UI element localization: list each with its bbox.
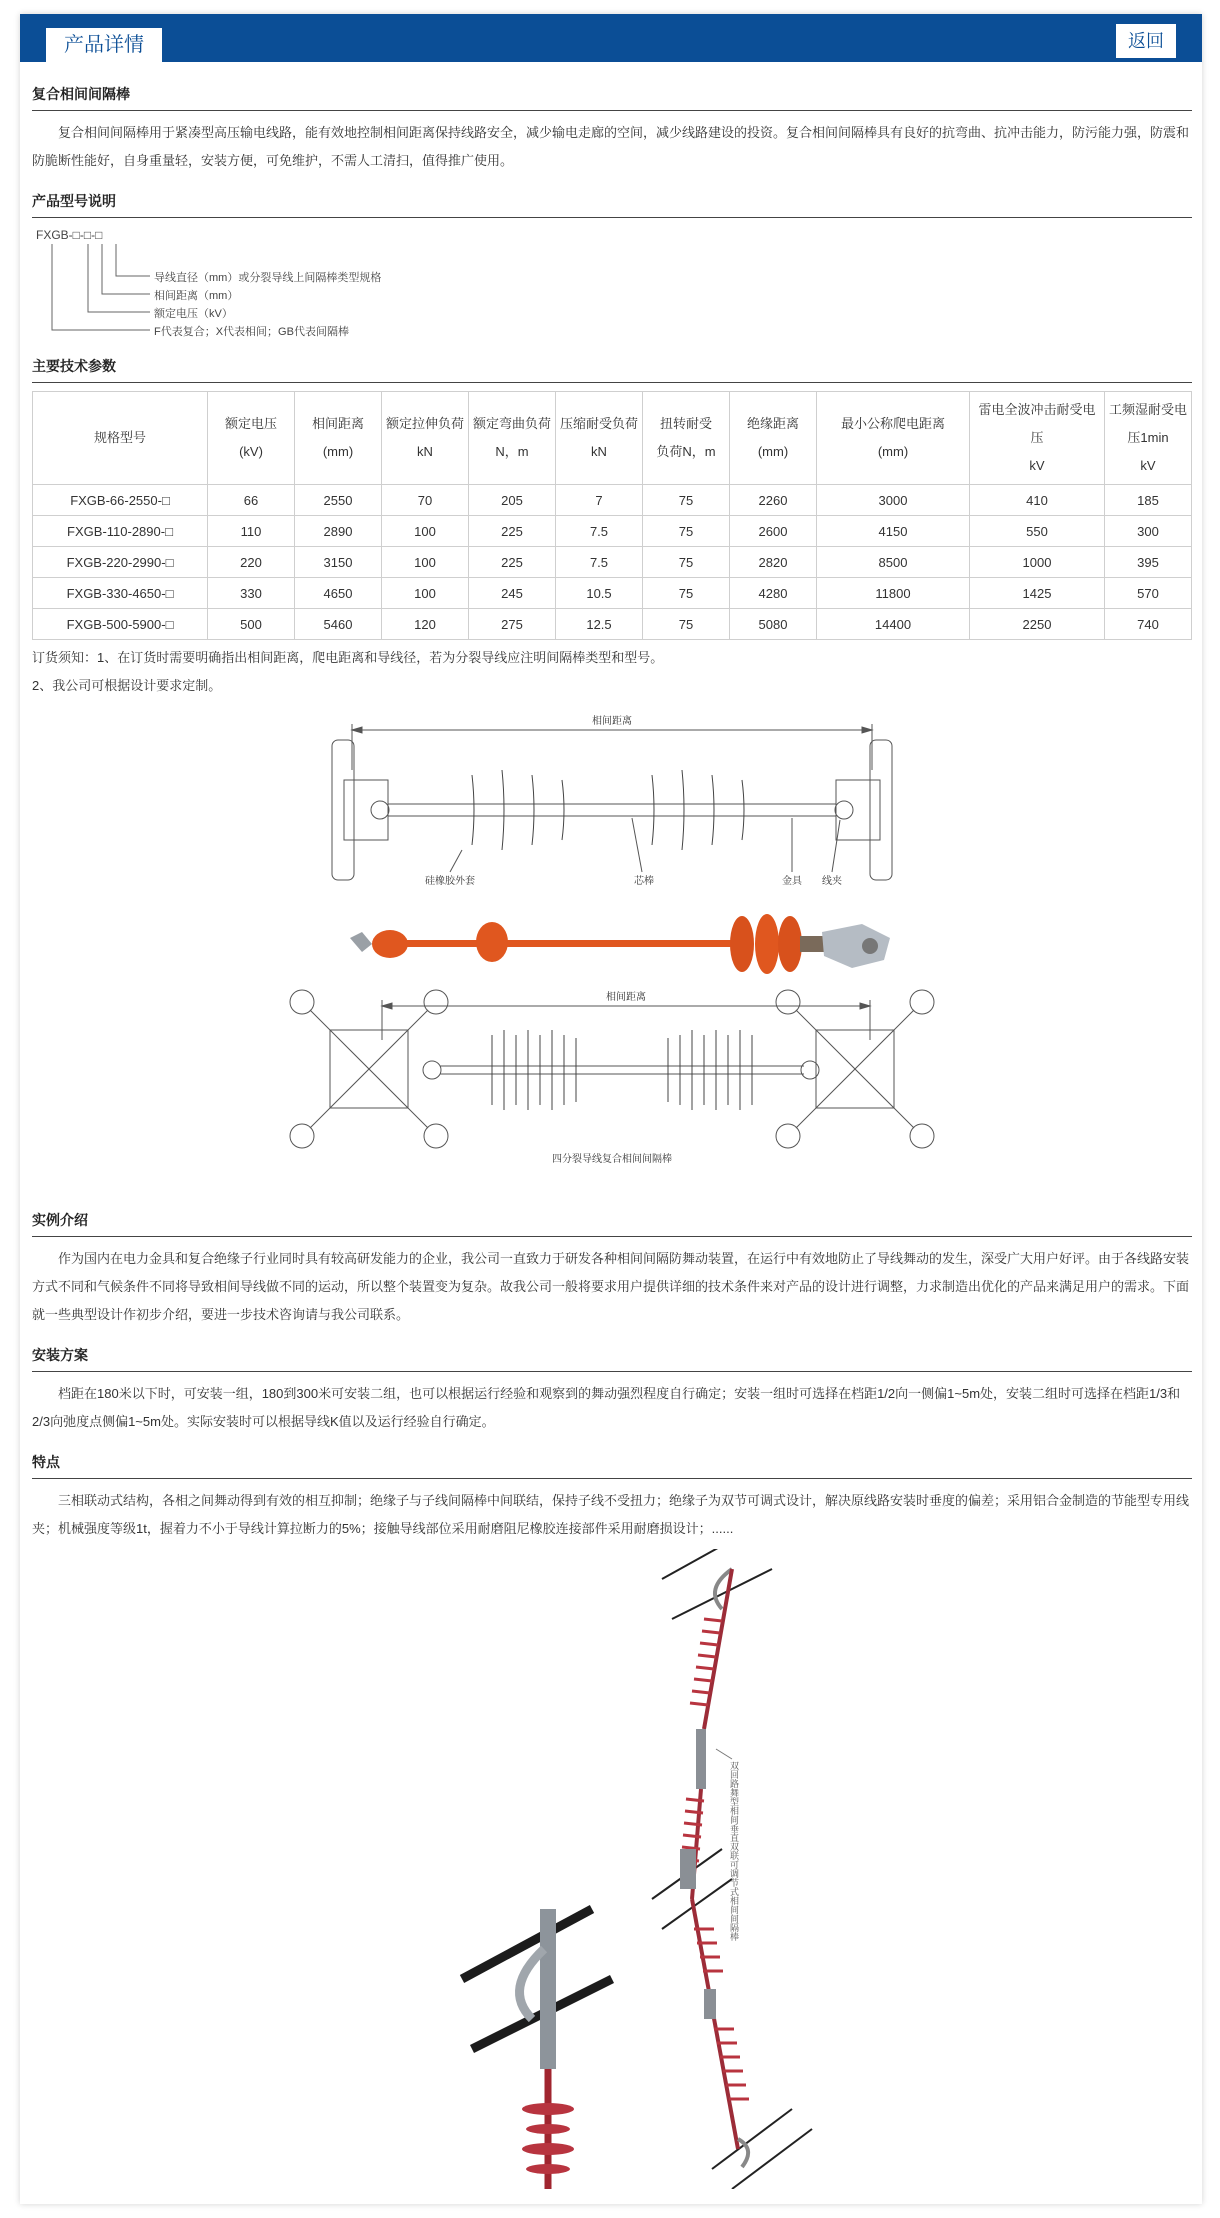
example-title: 实例介绍 — [32, 1200, 1192, 1237]
table-cell: 4150 — [817, 516, 970, 547]
table-cell: FXGB-110-2890-□ — [33, 516, 208, 547]
intro-text: 复合相间间隔棒用于紧凑型高压输电线路，能有效地控制相间距离保持线路安全，减少输电走廊的空间，减少线路建设的投资。复合相间间隔棒具有良好的抗弯曲、抗冲击能力，防污能力强，防震和防脆断性能好，自身重量轻，安装方便，可免维护，不需人工清扫，值得推广使用。 — [32, 125, 1190, 168]
col-torsion: 扭转耐受 负荷N，m — [643, 392, 730, 485]
table-cell: 5460 — [295, 609, 382, 640]
table-cell: 5080 — [730, 609, 817, 640]
intro-title: 复合相间间隔棒 — [32, 74, 1192, 111]
model-item-voltage: 额定电压（kV） — [154, 308, 233, 320]
table-cell: 185 — [1105, 485, 1192, 516]
col-model: 规格型号 — [33, 392, 208, 485]
col-creepage: 最小公称爬电距离 (mm) — [817, 392, 970, 485]
table-cell: 205 — [469, 485, 556, 516]
table-cell: FXGB-66-2550-□ — [33, 485, 208, 516]
table-cell: 225 — [469, 547, 556, 578]
table-cell: 100 — [382, 547, 469, 578]
table-cell: 75 — [643, 609, 730, 640]
table-cell: 220 — [208, 547, 295, 578]
table-cell: 10.5 — [556, 578, 643, 609]
col-compression: 压缩耐受负荷 kN — [556, 392, 643, 485]
col-insulation: 绝缘距离 (mm) — [730, 392, 817, 485]
dim-label-bottom: 相间距离 — [606, 992, 646, 1003]
four-bundle-drawing — [290, 990, 934, 1148]
model-diagram — [32, 226, 1192, 346]
table-cell: FXGB-500-5900-□ — [33, 609, 208, 640]
table-cell: 4650 — [295, 578, 382, 609]
col-distance: 相间距离 (mm) — [295, 392, 382, 485]
order-note-2: 2、我公司可根据设计要求定制。 — [32, 678, 222, 693]
insulator-photo — [350, 914, 890, 974]
model-item-distance: 相间距离（mm） — [154, 290, 239, 302]
table-cell: 75 — [643, 547, 730, 578]
table-row — [33, 547, 1192, 578]
table-cell: 75 — [643, 516, 730, 547]
col-power-freq: 工频湿耐受电 压1min kV — [1105, 392, 1192, 485]
installation-illustration-svg — [32, 1549, 1192, 2189]
table-cell: 120 — [382, 609, 469, 640]
table-cell: 300 — [1105, 516, 1192, 547]
table-cell: 2250 — [970, 609, 1105, 640]
col-lightning: 雷电全波冲击耐受电 压 kV — [970, 392, 1105, 485]
table-cell: 100 — [382, 578, 469, 609]
chain-callout: 双回路舞型相间垂直双联可调节式相间间隔棒 — [729, 1761, 739, 1941]
table-body — [33, 485, 1192, 640]
table-cell: 8500 — [817, 547, 970, 578]
table-row — [33, 609, 1192, 640]
table-cell: 14400 — [817, 609, 970, 640]
part-label-clamp: 线夹 — [822, 876, 842, 887]
install-title: 安装方案 — [32, 1335, 1192, 1372]
table-cell: 12.5 — [556, 609, 643, 640]
install-text: 档距在180米以下时，可安装一组，180到300米可安装二组，也可以根据运行经验和观察到的舞动强烈程度自行确定；安装一组时可选择在档距1/2向一侧偏1~5m处，安装二组时可选择在档距1/3和2/3向弛度点侧偏1~5m处。实际安装时可以根据导线K值以及运行经验自行确定。 — [32, 1386, 1181, 1429]
table-cell: 11800 — [817, 578, 970, 609]
table-row — [33, 578, 1192, 609]
table-cell: 4280 — [730, 578, 817, 609]
installation-illustration — [32, 1549, 1192, 2189]
model-title: 产品型号说明 — [32, 181, 1192, 218]
table-cell: 110 — [208, 516, 295, 547]
model-item-diameter: 导线直径（mm）或分裂导线上间隔棒类型规格 — [154, 272, 382, 284]
table-cell: 1000 — [970, 547, 1105, 578]
product-detail-panel — [20, 14, 1202, 2204]
table-cell: FXGB-330-4650-□ — [33, 578, 208, 609]
table-cell: 410 — [970, 485, 1105, 516]
table-cell: 570 — [1105, 578, 1192, 609]
table-cell: 75 — [643, 485, 730, 516]
model-code: FXGB-□-□-□ — [36, 228, 103, 242]
table-cell: 395 — [1105, 547, 1192, 578]
part-label-sheath: 硅橡胶外套 — [425, 876, 475, 887]
tab-product-detail[interactable]: 产品详情 — [46, 28, 162, 62]
table-cell: 500 — [208, 609, 295, 640]
table-cell: FXGB-220-2990-□ — [33, 547, 208, 578]
table-cell: 330 — [208, 578, 295, 609]
spacer-drawings-svg — [32, 700, 1192, 1200]
table-cell: 7 — [556, 485, 643, 516]
table-cell: 2890 — [295, 516, 382, 547]
table-cell: 275 — [469, 609, 556, 640]
table-header-row — [33, 392, 1192, 485]
table-row — [33, 516, 1192, 547]
spacer-drawings — [32, 700, 1192, 1200]
back-button[interactable]: 返回 — [1116, 24, 1176, 58]
params-title: 主要技术参数 — [32, 346, 1192, 383]
part-label-core: 芯棒 — [634, 876, 654, 887]
table-cell: 550 — [970, 516, 1105, 547]
table-cell: 1425 — [970, 578, 1105, 609]
example-text: 作为国内在电力金具和复合绝缘子行业同时具有较高研发能力的企业，我公司一直致力于研发各种相间间隔防舞动装置，在运行中有效地防止了导线舞动的发生，深受广大用户好评。由于各线路安装方式不同和气候条件不同将导致相间导线做不同的运动，所以整个装置变为复杂。故我公司一般将要求用户提供详细的技术条件来对产品的设计进行调整，力求制造出优化的产品来满足用户的需求。下面就一些典型设计作初步介绍，要进一步技术咨询请与我公司联系。 — [32, 1251, 1190, 1322]
clamp-closeup — [462, 1909, 612, 2189]
table-cell: 2600 — [730, 516, 817, 547]
title-bar — [20, 14, 1202, 62]
content-area — [32, 74, 1192, 2189]
spec-table — [32, 391, 1192, 640]
table-cell: 740 — [1105, 609, 1192, 640]
table-cell: 7.5 — [556, 547, 643, 578]
col-tension: 额定拉伸负荷 kN — [382, 392, 469, 485]
col-voltage: 额定电压 (kV) — [208, 392, 295, 485]
table-row — [33, 485, 1192, 516]
table-cell: 70 — [382, 485, 469, 516]
features-title: 特点 — [32, 1442, 1192, 1479]
features-text: 三相联动式结构，各相之间舞动得到有效的相互抑制；绝缘子与子线间隔棒中间联结，保持子线不受扭力；绝缘子为双节可调式设计，解决原线路安装时垂度的偏差；采用铝合金制造的节能型专用线夹；机械强度等级1t，握着力不小于导线计算拉断力的5%；接触导线部位采用耐磨阻尼橡胶连接部件采用耐磨损设计；...... — [32, 1493, 1190, 1536]
table-cell: 7.5 — [556, 516, 643, 547]
table-cell: 100 — [382, 516, 469, 547]
spacer-elevation-drawing — [332, 724, 892, 880]
table-cell: 2820 — [730, 547, 817, 578]
table-cell: 2260 — [730, 485, 817, 516]
part-label-fitting: 金具 — [782, 876, 802, 887]
table-cell: 75 — [643, 578, 730, 609]
dim-label-top: 相间距离 — [592, 716, 632, 727]
table-cell: 66 — [208, 485, 295, 516]
table-cell: 225 — [469, 516, 556, 547]
table-cell: 2550 — [295, 485, 382, 516]
col-bending: 额定弯曲负荷 N，m — [469, 392, 556, 485]
table-cell: 3150 — [295, 547, 382, 578]
table-cell: 245 — [469, 578, 556, 609]
order-note-1: 订货须知：1、在订货时需要明确指出相间距离，爬电距离和导线径，若为分裂导线应注明间隔棒类型和型号。 — [32, 650, 664, 665]
model-item-meaning: F代表复合；X代表相间；GB代表间隔棒 — [154, 326, 349, 338]
drawing-caption: 四分裂导线复合相间间隔棒 — [552, 1154, 672, 1165]
table-cell: 3000 — [817, 485, 970, 516]
